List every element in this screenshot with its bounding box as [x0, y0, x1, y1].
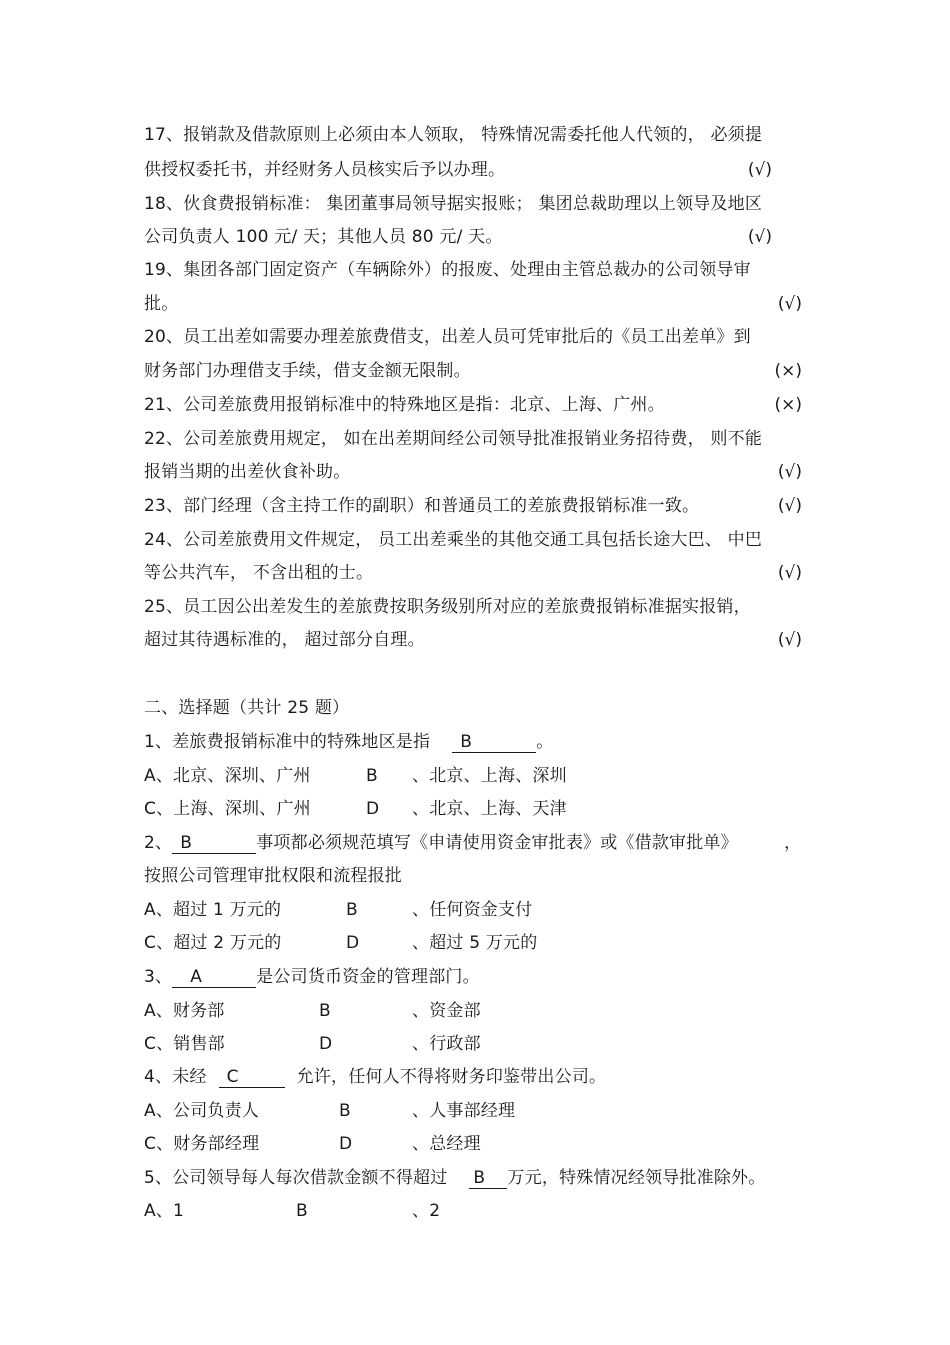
q23-line1: 23、部门经理（含主持工作的副职）和普通员工的差旅费报销标准一致。	[144, 496, 700, 516]
q5-option-a: A、1	[144, 1201, 185, 1221]
q2-option-b: 、任何资金支付	[412, 900, 533, 920]
q22-line2: 报销当期的出差伙食补助。	[144, 462, 351, 482]
q5-stem-end: 万元，特殊情况经领导批准除外。	[507, 1168, 766, 1188]
q3-option-b-letter: B	[319, 1001, 331, 1021]
q4-option-a: A、公司负责人	[144, 1101, 260, 1121]
q18-line2: 公司负责人 100 元/ 天；其他人员 80 元/ 天。	[144, 227, 503, 247]
q1-options-ab	[144, 762, 744, 790]
q3-options-ab	[144, 997, 744, 1025]
choice-q4	[144, 1063, 606, 1091]
choice-q2	[144, 829, 804, 857]
q1-options-cd	[144, 795, 744, 823]
q19-line1: 19、集团各部门固定资产（车辆除外）的报废、处理由主管总裁办的公司领导审	[144, 260, 751, 280]
q3-option-b: 、资金部	[412, 1001, 481, 1021]
q2-line2: 按照公司管理审批权限和流程报批	[144, 866, 402, 886]
q1-option-c: C、上海、深圳、广州	[144, 799, 311, 819]
q19-mark: (√)	[777, 294, 802, 314]
q2-option-d-letter: D	[346, 933, 360, 953]
q2-answer: B	[172, 833, 256, 854]
q5-stem: 5、公司领导每人每次借款金额不得超过	[144, 1168, 448, 1188]
choice-q1	[144, 728, 553, 756]
q2-options-cd	[144, 929, 744, 957]
q20-mark: (×)	[774, 361, 802, 381]
q2-number: 2、	[144, 833, 173, 853]
q4-option-b: 、人事部经理	[412, 1101, 516, 1121]
q5-option-b-letter: B	[296, 1201, 308, 1221]
q25-line2: 超过其待遇标准的， 超过部分自理。	[144, 630, 425, 650]
q2-options-ab	[144, 896, 744, 924]
q2-option-d: 、超过 5 万元的	[412, 933, 538, 953]
q1-stem-end: 。	[536, 732, 554, 752]
q22-line1: 22、公司差旅费用规定， 如在出差期间经公司领导批准报销业务招待费， 则不能	[144, 429, 763, 449]
q1-option-d-letter: D	[366, 799, 380, 819]
q4-option-d-letter: D	[339, 1134, 353, 1154]
q23-mark: (√)	[777, 496, 802, 516]
q5-option-b: 、2	[412, 1201, 441, 1221]
q4-answer: C	[219, 1067, 285, 1088]
q2-comma: ，	[784, 833, 802, 853]
q3-answer: A	[172, 967, 256, 988]
q3-option-d-letter: D	[319, 1034, 333, 1054]
q24-line1: 24、公司差旅费用文件规定， 员工出差乘坐的其他交通工具包括长途大巴、 中巴	[144, 530, 763, 550]
q1-option-b: 、北京、上海、深圳	[412, 766, 567, 786]
q5-answer: B	[469, 1168, 507, 1189]
q25-line1: 25、员工因公出差发生的差旅费按职务级别所对应的差旅费报销标准据实报销，	[144, 597, 751, 617]
q1-option-d: 、北京、上海、天津	[412, 799, 567, 819]
q18-mark: (√)	[747, 227, 772, 247]
q17-mark: (√)	[747, 160, 772, 180]
q24-mark: (√)	[777, 563, 802, 583]
q3-option-d: 、行政部	[412, 1034, 481, 1054]
q1-stem: 1、差旅费报销标准中的特殊地区是指	[144, 732, 431, 752]
q1-option-a: A、北京、深圳、广州	[144, 766, 311, 786]
q2-option-a: A、超过 1 万元的	[144, 900, 282, 920]
q2-stem: 事项都必须规范填写《申请使用资金审批表》或《借款审批单》	[256, 833, 738, 853]
q2-option-b-letter: B	[346, 900, 358, 920]
q4-option-c: C、财务部经理	[144, 1134, 260, 1154]
q24-line2: 等公共汽车， 不含出租的士。	[144, 563, 374, 583]
q1-option-b-letter: B	[366, 766, 378, 786]
q5-options-ab	[144, 1197, 744, 1225]
q19-line2: 批。	[144, 294, 179, 314]
q3-number: 3、	[144, 967, 173, 987]
q1-answer: B	[452, 732, 536, 753]
q4-option-d: 、总经理	[412, 1134, 481, 1154]
q3-stem: 是公司货币资金的管理部门。	[256, 967, 480, 987]
choice-q5	[144, 1164, 765, 1192]
q17-line1: 17、报销款及借款原则上必须由本人领取， 特殊情况需委托他人代领的， 必须提	[144, 125, 763, 145]
q20-line2: 财务部门办理借支手续，借支金额无限制。	[144, 361, 471, 381]
q21-mark: (×)	[774, 395, 802, 415]
q4-options-ab	[144, 1097, 744, 1125]
q3-options-cd	[144, 1030, 744, 1058]
q18-line1: 18、伙食费报销标准： 集团董事局领导据实报账； 集团总裁助理以上领导及地区	[144, 194, 763, 214]
q4-options-cd	[144, 1130, 744, 1158]
q25-mark: (√)	[777, 630, 802, 650]
q3-option-c: C、销售部	[144, 1034, 225, 1054]
q17-line2: 供授权委托书，并经财务人员核实后予以办理。	[144, 160, 506, 180]
q3-option-a: A、财务部	[144, 1001, 225, 1021]
q4-option-b-letter: B	[339, 1101, 351, 1121]
q22-mark: (√)	[777, 462, 802, 482]
q21-line1: 21、公司差旅费用报销标准中的特殊地区是指：北京、上海、广州。	[144, 395, 665, 415]
q2-option-c: C、超过 2 万元的	[144, 933, 282, 953]
section-title: 二、选择题（共计 25 题）	[144, 698, 350, 718]
q4-stem-end: 允许，任何人不得将财务印鉴带出公司。	[296, 1067, 607, 1087]
choice-q3	[144, 963, 480, 991]
q20-line1: 20、员工出差如需要办理差旅费借支，出差人员可凭审批后的《员工出差单》到	[144, 327, 751, 347]
q4-stem: 4、未经	[144, 1067, 207, 1087]
